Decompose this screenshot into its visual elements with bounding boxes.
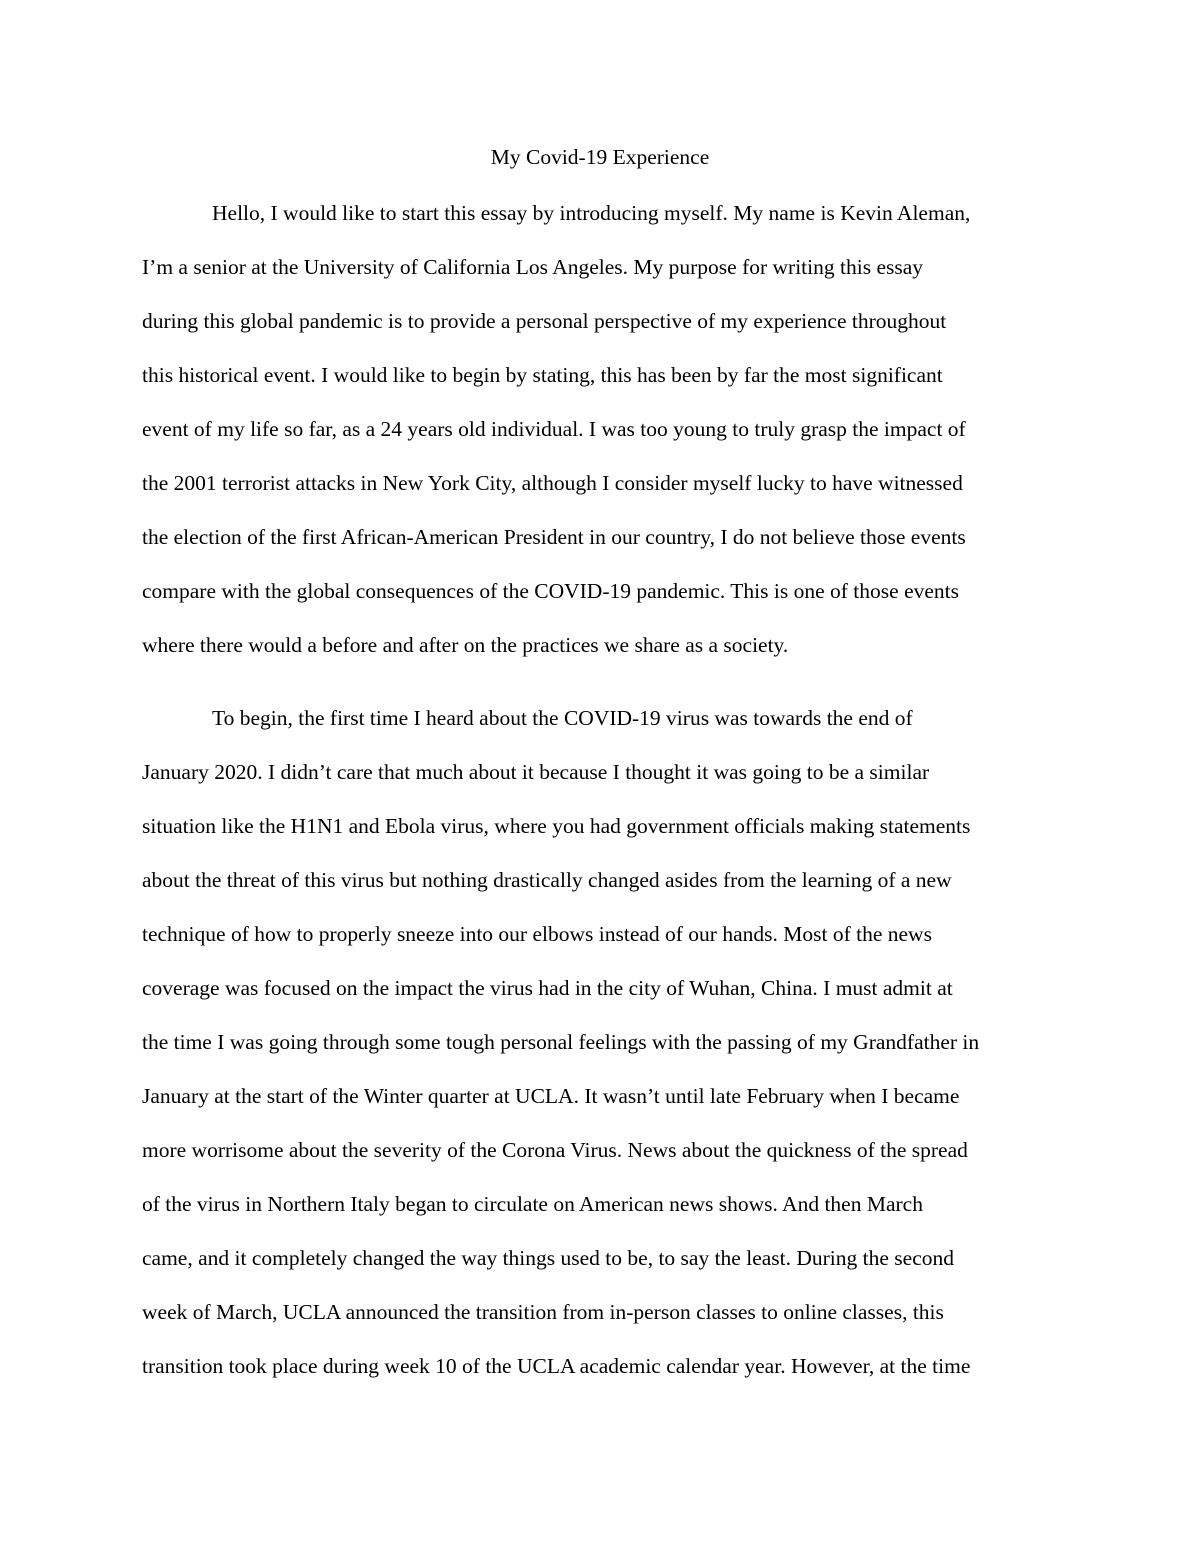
paragraph-line: of the virus in Northern Italy began to circulate on American news shows. And then March: [142, 1192, 923, 1216]
paragraph-line: more worrisome about the severity of the Corona Virus. News about the quickness of the spread: [142, 1138, 968, 1162]
paragraph-line: week of March, UCLA announced the transition from in-person classes to online classes, this: [142, 1300, 944, 1324]
paragraph-line: about the threat of this virus but nothing drastically changed asides from the learning of a new: [142, 868, 952, 892]
paragraph-line: the 2001 terrorist attacks in New York City, although I consider myself lucky to have witnessed: [142, 471, 963, 495]
paragraph-line: situation like the H1N1 and Ebola virus, where you had government officials making statements: [142, 814, 971, 838]
paragraph-line: To begin, the first time I heard about the COVID-19 virus was towards the end of: [212, 706, 913, 730]
paragraph-line: compare with the global consequences of the COVID-19 pandemic. This is one of those events: [142, 579, 959, 603]
paragraph-line: technique of how to properly sneeze into our elbows instead of our hands. Most of the news: [142, 922, 932, 946]
paragraph-line: I’m a senior at the University of California Los Angeles. My purpose for writing this essay: [142, 255, 924, 279]
paragraph-line: transition took place during week 10 of the UCLA academic calendar year. However, at the time: [142, 1354, 971, 1378]
paragraph-line: came, and it completely changed the way things used to be, to say the least. During the second: [142, 1246, 954, 1270]
paragraph-line: January at the start of the Winter quarter at UCLA. It wasn’t until late February when I became: [142, 1084, 960, 1108]
paragraph-line: the time I was going through some tough personal feelings with the passing of my Grandfather in: [142, 1030, 980, 1054]
paragraph-line: Hello, I would like to start this essay by introducing myself. My name is Kevin Aleman,: [212, 201, 971, 225]
paragraph-line: during this global pandemic is to provide a personal perspective of my experience throughout: [142, 309, 947, 333]
paragraph-line: January 2020. I didn’t care that much about it because I thought it was going to be a similar: [142, 760, 930, 784]
paragraph-line: event of my life so far, as a 24 years old individual. I was too young to truly grasp the impact of: [142, 417, 966, 441]
paragraph-line: where there would a before and after on the practices we share as a society.: [142, 633, 789, 657]
paragraph-line: the election of the first African-American President in our country, I do not believe those events: [142, 525, 966, 549]
document-title: My Covid-19 Experience: [490, 145, 710, 169]
paragraph-line: this historical event. I would like to begin by stating, this has been by far the most significant: [142, 363, 943, 387]
paragraph-line: coverage was focused on the impact the virus had in the city of Wuhan, China. I must admit at: [142, 976, 953, 1000]
